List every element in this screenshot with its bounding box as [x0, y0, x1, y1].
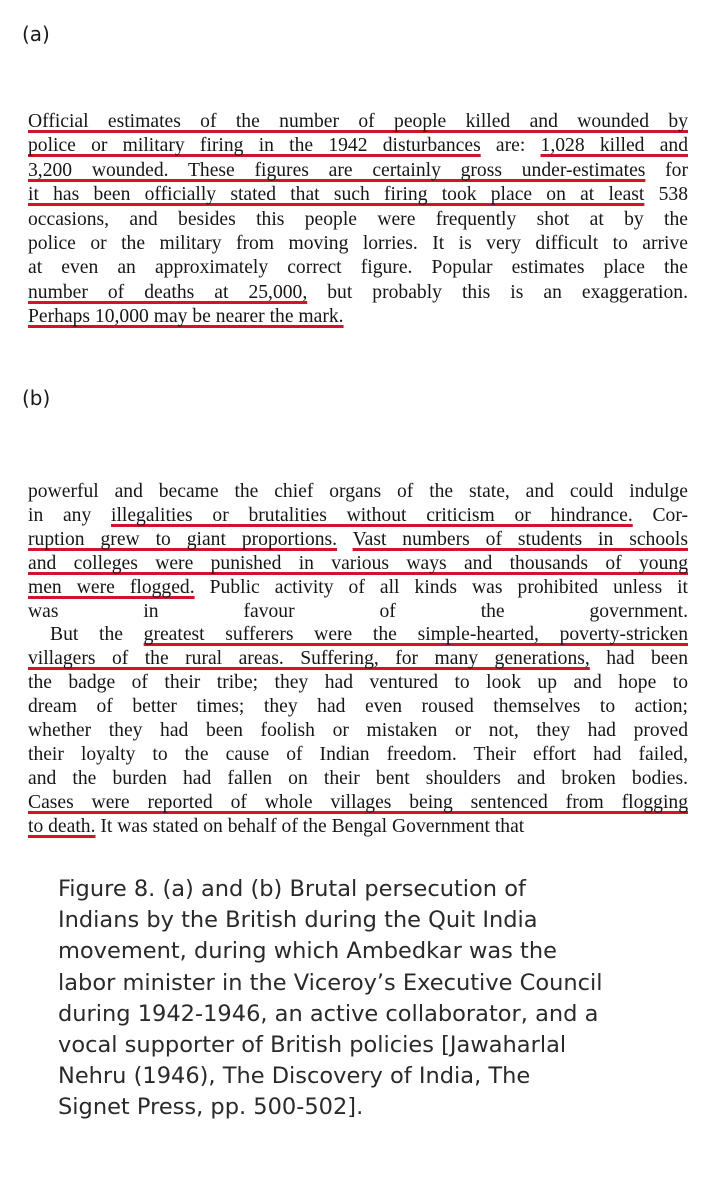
text-line	[28, 528, 688, 552]
caption-line: Nehru (1946), The Discovery of India, The	[58, 1063, 531, 1090]
underlined-phrase: police or military firing in the 1942 disturbances	[28, 135, 481, 157]
text-segment: whether they had been foolish or mistaken or not, they had proved	[28, 720, 688, 742]
text-segment: in any	[28, 504, 112, 526]
text-segment: Public activity of all kinds was prohibited unless it	[194, 576, 688, 598]
underlined-phrase: and colleges were punished in various ways and thousands of young	[28, 552, 688, 574]
text-segment: at even an approximately correct figure. Popular estimates place the	[28, 257, 688, 279]
text-line	[28, 600, 688, 624]
figure-caption	[58, 874, 688, 1124]
text-segment: dream of better times; they had even roused themselves to action;	[28, 696, 688, 718]
text-line	[28, 791, 688, 815]
underlined-phrase: 3,200 wounded. These figures are certainly gross under-estimates	[28, 159, 646, 181]
text-line	[28, 719, 688, 743]
caption-line: movement, during which Ambedkar was the	[58, 938, 557, 965]
underlined-phrase: greatest sufferers were the simple-hearted, poverty-stricken	[143, 624, 688, 646]
underlined-phrase: Vast numbers of students in schools	[352, 528, 688, 550]
underlined-phrase: villagers of the rural areas. Suffering, for many generations,	[28, 648, 590, 670]
text-segment: and the burden had fallen on their bent shoulders and broken bodies.	[28, 767, 688, 789]
text-line	[28, 504, 688, 528]
text-line	[28, 480, 688, 504]
text-segment: police or the military from moving lorries. It is very difficult to arrive	[28, 233, 688, 255]
text-segment: their loyalty to the cause of Indian freedom. Their effort had failed,	[28, 743, 688, 765]
text-segment: was in favour of the government.	[28, 600, 688, 622]
underlined-phrase: illegalities or brutalities without criticism or hindrance.	[111, 504, 633, 526]
underlined-phrase: Cases were reported of whole villages being sentenced from flogging	[28, 791, 688, 813]
underlined-phrase: ruption grew to giant proportions.	[28, 528, 338, 550]
underlined-phrase: Perhaps 10,000 may be nearer the mark.	[28, 306, 344, 328]
text-line	[28, 743, 688, 767]
text-line	[28, 256, 688, 280]
underlined-phrase: to death.	[28, 815, 96, 837]
text-segment: for	[645, 159, 688, 181]
text-segment: occasions, and besides this people were frequently shot at by the	[28, 208, 688, 230]
caption-line: vocal supporter of British policies [Jawaharlal	[58, 1032, 567, 1059]
text-segment: powerful and became the chief organs of the state, and could indulge	[28, 481, 688, 502]
caption-line: labor minister in the Viceroy’s Executive Council	[58, 969, 603, 996]
text-segment: but probably this is an exaggeration.	[307, 281, 688, 303]
text-segment: 538	[644, 184, 688, 206]
panel-a-label: (a)	[22, 22, 50, 46]
text-line	[28, 623, 688, 647]
text-line	[28, 110, 688, 134]
text-line	[28, 183, 688, 207]
text-line	[28, 767, 688, 791]
text-line	[28, 159, 688, 183]
text-line	[28, 232, 688, 256]
text-line	[28, 815, 688, 839]
text-line	[28, 552, 688, 576]
caption-line: during 1942-1946, an active collaborator, and a	[58, 1000, 599, 1027]
underlined-phrase: it has been officially stated that such firing took place on at least	[28, 184, 645, 206]
underlined-phrase: number of deaths at 25,000,	[28, 281, 308, 303]
text-line	[28, 647, 688, 671]
text-segment	[337, 529, 353, 550]
text-segment: It was stated on behalf of the Bengal Government that	[95, 815, 525, 837]
panel-b-label: (b)	[22, 386, 51, 410]
text-segment: Cor-	[632, 504, 689, 526]
caption-line: Figure 8. (a) and (b) Brutal persecution of	[58, 876, 526, 902]
underlined-phrase: Official estimates of the number of people killed and wounded by	[28, 111, 688, 132]
text-segment: the badge of their tribe; they had ventured to look up and hope to	[28, 672, 688, 694]
text-segment: But the	[50, 624, 144, 646]
text-line	[28, 305, 688, 329]
text-segment: are:	[480, 135, 541, 157]
underlined-phrase: 1,028 killed and	[540, 135, 688, 157]
text-line	[28, 281, 688, 305]
underlined-phrase: men were flogged.	[28, 576, 195, 598]
text-line	[28, 134, 688, 158]
text-line	[28, 576, 688, 600]
text-line	[28, 671, 688, 695]
caption-line: Indians by the British during the Quit India	[58, 907, 538, 934]
caption-line: Signet Press, pp. 500-502].	[58, 1094, 364, 1121]
text-segment: had been	[589, 648, 689, 670]
scanned-excerpt-a	[28, 110, 688, 330]
text-line	[28, 208, 688, 232]
text-line	[28, 695, 688, 719]
scanned-excerpt-b	[28, 480, 688, 839]
